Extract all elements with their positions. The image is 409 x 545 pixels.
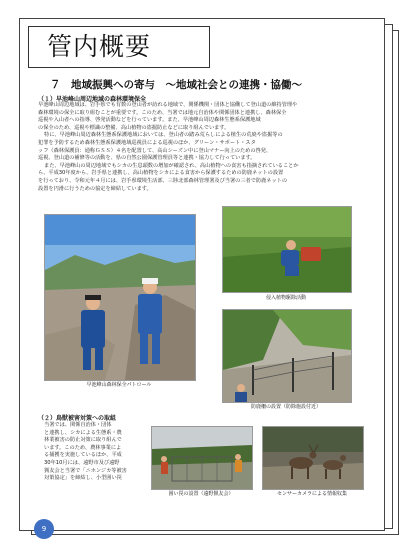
subheading-1: （１）早池峰山周辺地域の森林環境保全	[38, 96, 147, 103]
patrol-photo-image	[45, 215, 195, 380]
para2-line: る捕獲を実施しているほか、平成	[44, 452, 122, 459]
deer-image	[263, 427, 363, 489]
para1-line: 犯罪を予防するため森林生態系保護地域巡視員による巡視のほか、グリーン・サポート・スタ	[38, 139, 256, 146]
patrol-photo	[44, 214, 196, 381]
para1-line: ッフ（森林保護員：通称ＧＳＳ）４名を配置して、高山シーズン中に登山マナー向上のための啓発、	[38, 147, 272, 154]
subheading-2: （２）鳥獣被害対策への取組	[38, 415, 117, 422]
para1-line: また、早池峰山の周辺地域でもシカの生息頭数の増加が確認され、高山植物への食害も指摘されていることか	[44, 162, 299, 169]
trap-image	[152, 427, 252, 489]
para1-line: 巡視や入山者への指導、啓発活動などを行っています。また、早池峰山周辺森林生態系保護地域	[38, 117, 261, 124]
fence-photo	[222, 309, 352, 403]
para2-line: 対策協定」を締結し、小型囲い罠	[44, 475, 122, 482]
para1-line: 設置を円滑に行うための協定を締結しています。	[38, 185, 152, 192]
para1-line: ら、平成30年度から、岩手県と連携し、高山植物をシカによる食害から保護するための防鹿ネットの設置	[38, 170, 284, 177]
plant-removal-photo	[222, 206, 352, 293]
plant-removal-image	[223, 207, 351, 292]
para1-line: を行っており、令和元年４月には、岩手県環境生活部、三陸北部森林管理署及び当署の三者で防鹿ネットの	[38, 177, 288, 184]
para2-line: と連携し、シカによる生態系・農	[44, 429, 122, 436]
patrol-caption: 早池峰山森林保全パトロール	[86, 382, 152, 388]
section-heading: ７ 地域振興への寄与 ～地域社会との連携・協働～	[50, 79, 302, 91]
deer-caption: センサーカメラによる情報収集	[277, 491, 347, 497]
title-box	[28, 26, 210, 68]
fence-image	[223, 310, 351, 402]
para2-line: 林業被害の防止対策に取り組んで	[44, 437, 122, 444]
trap-caption: 囲い罠の設置（遠野猟友会）	[168, 491, 234, 497]
para1-line: の保全のため、巡視や標識の整備、高山植物の盗掘防止などに取り組んでいます。	[38, 124, 230, 131]
para2-line: 30年10月には、遠野市及び遠野	[44, 459, 120, 466]
page-number-badge: 9	[34, 519, 54, 539]
para1-line: 巡視、登山道の補修等の活動を、県の自然公園保護管理員等と連携・協力して行っています。	[38, 155, 256, 162]
plant-removal-caption: 侵入植物駆除活動	[265, 295, 306, 301]
para2-line: います。このため、農林事業によ	[44, 444, 122, 451]
fence-caption: 防鹿柵の設置（防除施設付近）	[250, 404, 321, 410]
para2-line: 当署では、関係自治体・団体	[44, 422, 112, 428]
page-title: 管内概要	[47, 32, 152, 61]
paragraph-2	[44, 422, 144, 483]
para1-line: 早池峰山周辺地域は、岩手県でも有数の登山者が訪れる地域で、関係機関・団体と協働して登山道の維持管理や	[38, 102, 298, 108]
deer-photo	[262, 426, 364, 490]
paragraph-1	[38, 102, 370, 193]
para1-line: 特に、早池峰山周辺森林生態系保護地域においては、登山者の踏み荒らしによる植生の荒廃や盗掘等の	[44, 132, 283, 139]
para1-line: 森林環境の保全に取り組むことが重要です。このため、当署では地元自治体や関係団体と連携し、森林保全	[38, 109, 287, 116]
para2-line: 猟友会と当署で「ニホンジカ等被害	[44, 467, 127, 474]
document-page	[19, 18, 385, 531]
trap-photo	[151, 426, 253, 490]
